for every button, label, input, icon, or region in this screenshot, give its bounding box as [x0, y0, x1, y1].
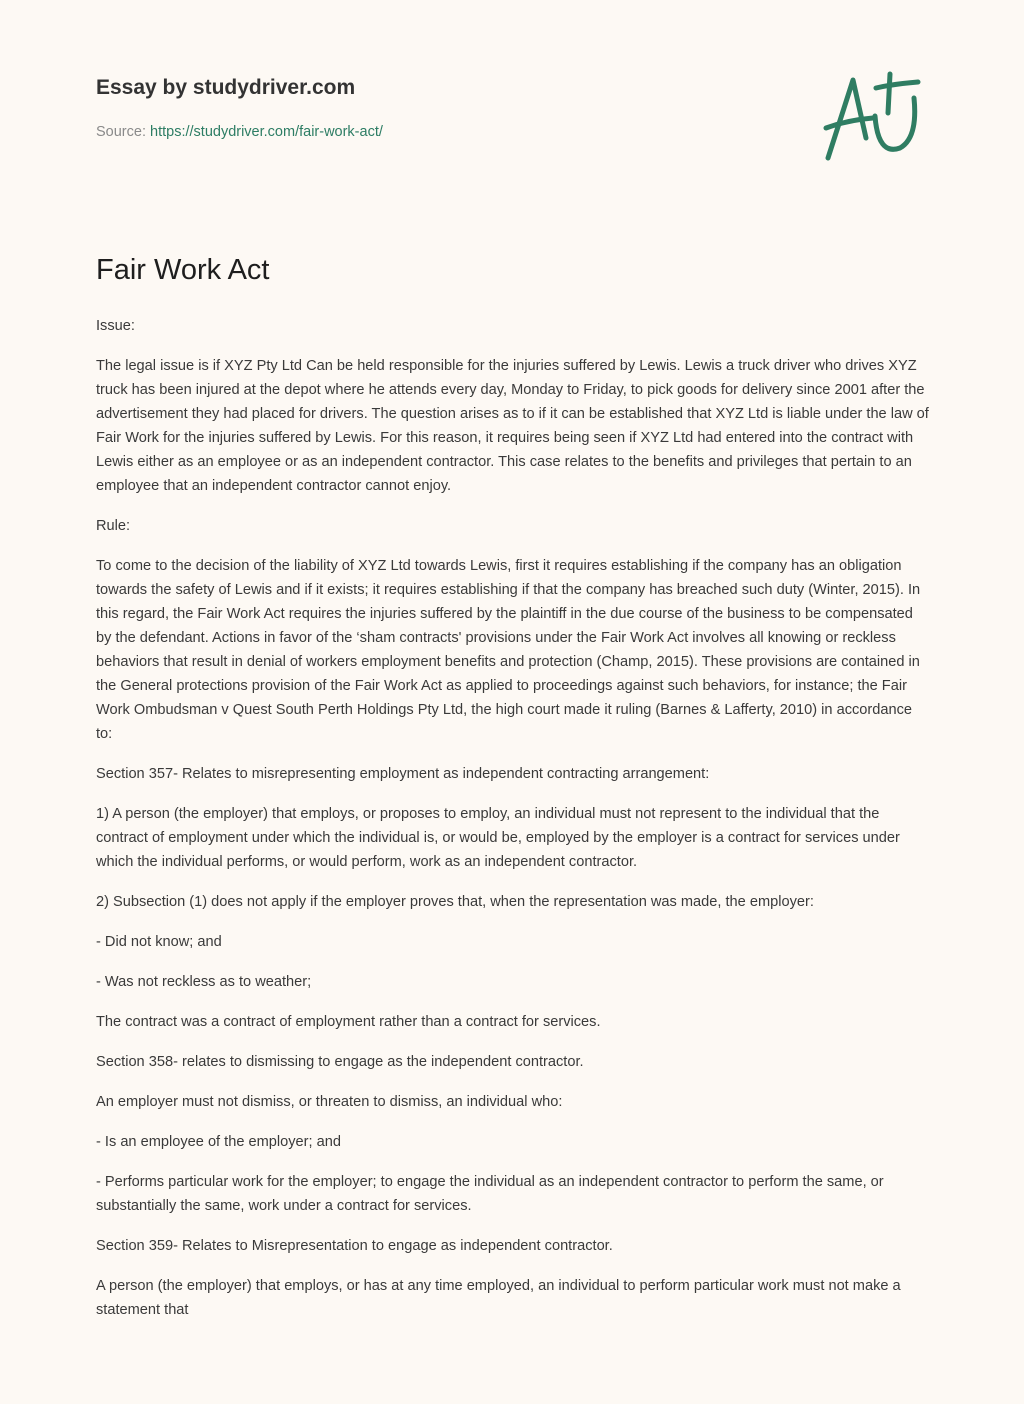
- list-item: - Performs particular work for the employer; to engage the individual as an independent contractor to perform the same, or substantially the same, work under a contract for services.: [96, 1174, 884, 1214]
- paragraph: The legal issue is if XYZ Pty Ltd Can be held responsible for the injuries suffered by Lewis. Lewis a truck driver who drives XYZ truck has been injured at the depot where he attends every day, Monday to Friday, to pick goods for delivery since 2001 after the advertisement they had placed for drivers. The question arises as to if it can be established that XYZ Ltd is liable under the law of Fair Work for the injuries suffered by Lewis. For this reason, it requires being seen if XYZ Ltd had entered into the contract with Lewis either as an employee or as an independent contractor. This case relates to the benefits and privileges that pertain to an employee that an independent contractor cannot enjoy.: [96, 358, 929, 494]
- source-link[interactable]: https://studydriver.com/fair-work-act/: [150, 124, 383, 140]
- heading-issue: Issue:: [96, 318, 135, 334]
- paragraph: Section 357- Relates to misrepresenting employment as independent contracting arrangement:: [96, 766, 710, 782]
- paragraph: Section 359- Relates to Misrepresentation to engage as independent contractor.: [96, 1238, 613, 1254]
- paragraph: The contract was a contract of employment rather than a contract for services.: [96, 1014, 601, 1030]
- heading-rule: Rule:: [96, 518, 131, 534]
- paragraph: A person (the employer) that employs, or has at any time employed, an individual to perform particular work must not make a statement that: [96, 1278, 901, 1318]
- page-title: Fair Work Act: [96, 254, 270, 286]
- list-item: - Is an employee of the employer; and: [96, 1134, 341, 1150]
- a-plus-logo-icon: [818, 68, 928, 168]
- essay-body: [96, 314, 932, 1338]
- paragraph: 2) Subsection (1) does not apply if the employer proves that, when the representation was made, the employer:: [96, 894, 814, 910]
- paragraph: To come to the decision of the liability of XYZ Ltd towards Lewis, first it requires establishing if the company has an obligation towards the safety of Lewis and if it exists; it requires establishing if that the company has breached such duty (Winter, 2015). In this regard, the Fair Work Act requires the injuries suffered by the plaintiff in the due course of the business to be compensated by the defendant. Actions in favor of the ‘sham contracts' provisions under the Fair Work Act involves all knowing or reckless behaviors that result in denial of workers employment benefits and protection (Champ, 2015). These provisions are contained in the General protections provision of the Fair Work Act as applied to proceedings against such behaviors, for instance; the Fair Work Ombudsman v Quest South Perth Holdings Pty Ltd, the high court made it ruling (Barnes & Lafferty, 2010) in accordance to:: [96, 558, 921, 742]
- list-item: - Was not reckless as to weather;: [96, 974, 312, 990]
- brand-heading: Essay by studydriver.com: [96, 76, 356, 99]
- paragraph: Section 358- relates to dismissing to engage as the independent contractor.: [96, 1054, 584, 1070]
- source-line: [96, 124, 383, 140]
- list-item: - Did not know; and: [96, 934, 222, 950]
- paragraph: 1) A person (the employer) that employs, or proposes to employ, an individual must not represent to the individual that the contract of employment under which the individual is, or would be, employed by the employer is a contract for services under which the individual performs, or would perform, work as an independent contractor.: [96, 806, 900, 870]
- paragraph: An employer must not dismiss, or threaten to dismiss, an individual who:: [96, 1094, 563, 1110]
- source-label: Source:: [96, 124, 146, 140]
